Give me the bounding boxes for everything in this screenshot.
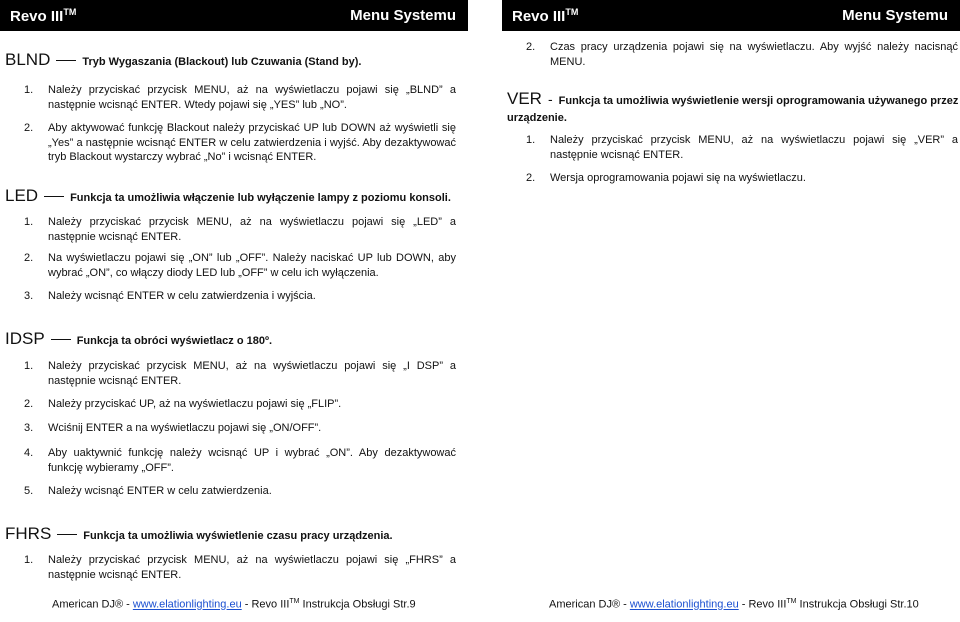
list-item: 5. Należy wcisnąć ENTER w celu zatwierdzenia. <box>24 485 272 497</box>
product-title: Revo III™ <box>10 7 77 25</box>
list-item: 2. Należy przyciskać UP, aż na wyświetlaczu pojawi się „FLIP”. <box>24 398 342 410</box>
menu-system-label: Menu Systemu <box>350 7 456 24</box>
page-header <box>502 0 960 31</box>
website-link[interactable]: www.elationlighting.eu <box>132 598 242 611</box>
list-item: 1. Należy przyciskać przycisk MENU, aż na wyświetlaczu pojawi się „LED” a następnie wcisnąć ENTER. <box>24 216 456 243</box>
list-item: 1. Należy przyciskać przycisk MENU, aż na wyświetlaczu pojawi się „FHRS” a następnie wcisnąć ENTER. <box>24 554 456 581</box>
section-title: IDSP Funkcja ta obróci wyświetlacz o 180º. <box>5 329 273 348</box>
right-page <box>502 0 960 622</box>
list-item: 2. Wersja oprogramowania pojawi się na wyświetlaczu. <box>526 172 806 184</box>
list-item: 2. Czas pracy urządzenia pojawi się na wyświetlaczu. Aby wyjść należy nacisnąć MENU. <box>526 41 958 68</box>
left-page <box>0 0 468 622</box>
list-item: 2. Na wyświetlaczu pojawi się „ON” lub „OFF”. Należy naciskać UP lub DOWN, aby wybrać „ON”, co włączy diody LED lub „OFF” w celu ich wyłączenia. <box>24 252 456 279</box>
page-header <box>0 0 468 31</box>
list-item: 1. Należy przyciskać przycisk MENU, aż na wyświetlaczu pojawi się „BLND” a następnie wcisnąć ENTER. Wtedy pojawi się „YES” lub „NO”. <box>24 84 456 111</box>
section-title: BLND Tryb Wygaszania (Blackout) lub Czuwania (Stand by). <box>5 50 362 69</box>
list-item: 1. Należy przyciskać przycisk MENU, aż na wyświetlaczu pojawi się „I DSP” a następnie wcisnąć ENTER. <box>24 360 456 387</box>
list-item: 1. Należy przyciskać przycisk MENU, aż na wyświetlaczu pojawi się „VER” a następnie wcisnąć ENTER. <box>526 134 958 161</box>
website-link[interactable]: www.elationlighting.eu <box>629 598 739 611</box>
section-title: FHRS Funkcja ta umożliwia wyświetlenie czasu pracy urządzenia. <box>5 524 393 543</box>
list-item: 4. Aby uaktywnić funkcję należy wcisnąć UP i wybrać „ON”. Aby dezaktywować funkcję wybieramy „OFF”. <box>24 447 456 474</box>
product-title: Revo III™ <box>512 7 579 25</box>
list-item: 3. Wciśnij ENTER a na wyświetlaczu pojawi się „ON/OFF”. <box>24 422 322 434</box>
list-item: 3. Należy wcisnąć ENTER w celu zatwierdzenia i wyjścia. <box>24 290 316 302</box>
menu-system-label: Menu Systemu <box>842 7 948 24</box>
page-footer: American DJ® - www.elationlighting.eu - Revo III™ Instrukcja Obsługi Str.9 <box>52 598 416 611</box>
page-footer: American DJ® - www.elationlighting.eu - Revo III™ Instrukcja Obsługi Str.10 <box>549 598 919 611</box>
section-title: VER - Funkcja ta umożliwia wyświetlenie wersji oprogramowania używanego przez urządzenie. <box>507 89 959 124</box>
list-item: 2. Aby aktywować funkcję Blackout należy przyciskać UP lub DOWN aż wyświetli się „Yes” a następnie wcisnąć ENTER w celu zatwierdzenia i wyjść. Aby dezaktywować tryb Blackout wystarczy wybrać „No” i wcisnąć ENTER. <box>24 122 456 163</box>
section-title: LED Funkcja ta umożliwia włączenie lub wyłączenie lampy z poziomu konsoli. <box>5 186 451 205</box>
